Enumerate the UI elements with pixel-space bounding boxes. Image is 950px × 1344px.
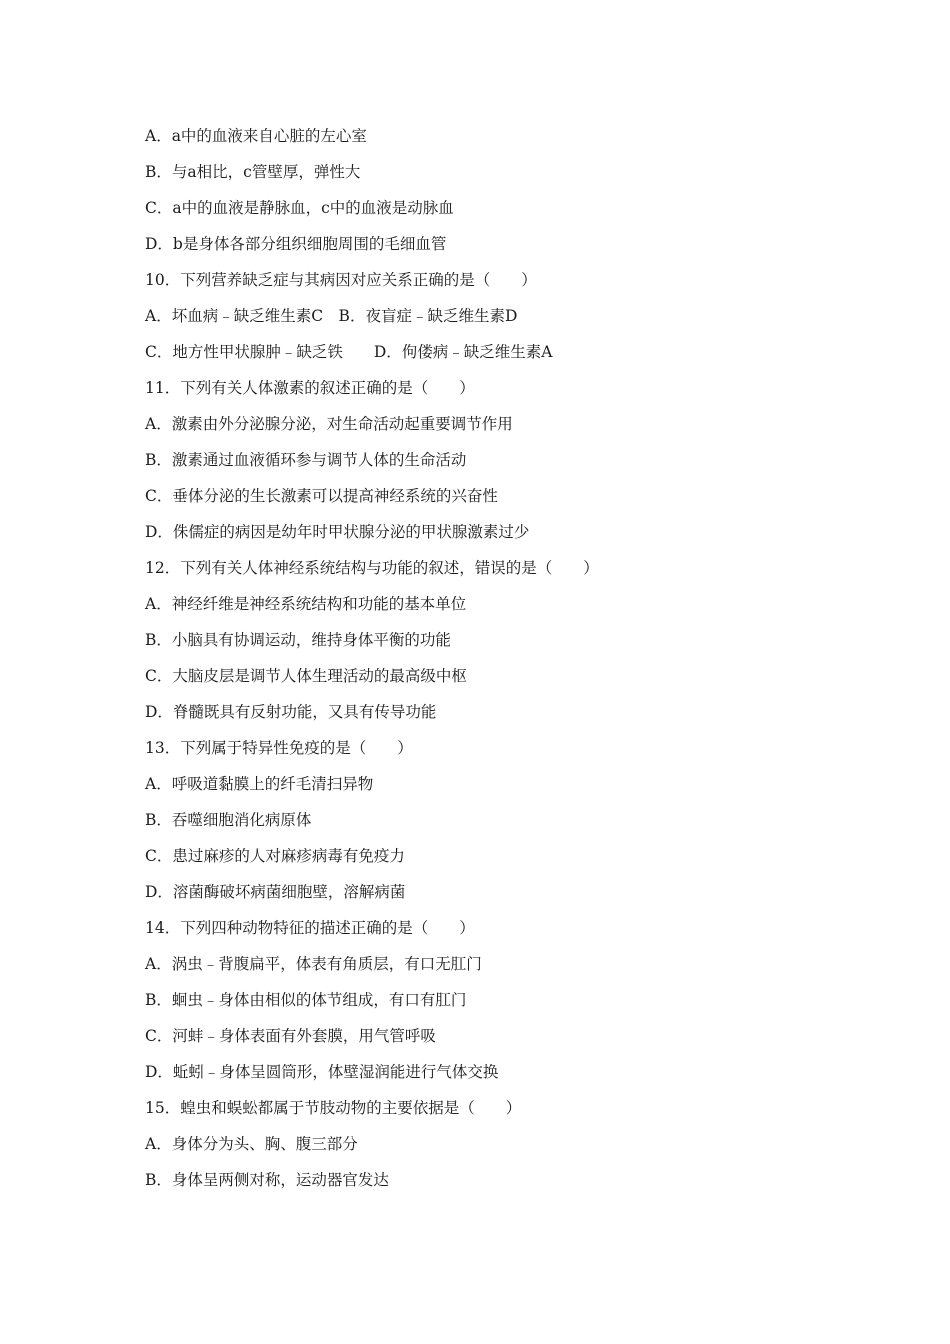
option-line: A．神经纤维是神经系统结构和功能的基本单位	[145, 595, 467, 613]
option-line: A．坏血病﹣缺乏维生素C B．夜盲症﹣缺乏维生素D	[145, 307, 518, 325]
option-line: D．蚯蚓﹣身体呈圆筒形，体壁湿润能进行气体交换	[145, 1063, 499, 1081]
option-line: A．涡虫﹣背腹扁平，体表有角质层，有口无肛门	[145, 955, 482, 973]
option-line: C．a中的血液是静脉血，c中的血液是动脉血	[145, 199, 454, 217]
option-line: C．地方性甲状腺肿﹣缺乏铁 D．佝偻病﹣缺乏维生素A	[145, 343, 553, 361]
question-text	[145, 124, 825, 1204]
question-15-stem: 15．蝗虫和蜈蚣都属于节肢动物的主要依据是（ ）	[145, 1099, 522, 1117]
option-line: B．吞噬细胞消化病原体	[145, 811, 312, 829]
option-line: C．垂体分泌的生长激素可以提高神经系统的兴奋性	[145, 487, 498, 505]
option-line: B．蛔虫﹣身体由相似的体节组成，有口有肛门	[145, 991, 467, 1009]
option-line: A．激素由外分泌腺分泌，对生命活动起重要调节作用	[145, 415, 513, 433]
option-line: B．小脑具有协调运动，维持身体平衡的功能	[145, 631, 451, 649]
option-line: C．河蚌﹣身体表面有外套膜，用气管呼吸	[145, 1027, 436, 1045]
option-line: D．溶菌酶破坏病菌细胞壁，溶解病菌	[145, 883, 406, 901]
option-line: C．患过麻疹的人对麻疹病毒有免疫力	[145, 847, 405, 865]
option-line: D．脊髓既具有反射功能，又具有传导功能	[145, 703, 437, 721]
option-line: C．大脑皮层是调节人体生理活动的最高级中枢	[145, 667, 467, 685]
option-line: A．a中的血液来自心脏的左心室	[145, 127, 367, 145]
option-line: A．身体分为头、胸、腹三部分	[145, 1135, 358, 1153]
option-line: B．激素通过血液循环参与调节人体的生命活动	[145, 451, 467, 469]
option-line: D．侏儒症的病因是幼年时甲状腺分泌的甲状腺激素过少	[145, 523, 530, 541]
question-14-stem: 14．下列四种动物特征的描述正确的是（ ）	[145, 919, 475, 937]
option-line: D．b是身体各部分组织细胞周围的毛细血管	[145, 235, 447, 253]
question-12-stem: 12．下列有关人体神经系统结构与功能的叙述，错误的是（ ）	[145, 559, 599, 577]
question-11-stem: 11．下列有关人体激素的叙述正确的是（ ）	[145, 379, 475, 397]
question-10-stem: 10．下列营养缺乏症与其病因对应关系正确的是（ ）	[145, 271, 537, 289]
option-line: B．与a相比，c管壁厚，弹性大	[145, 163, 361, 181]
option-line: A．呼吸道黏膜上的纤毛清扫异物	[145, 775, 374, 793]
option-line: B．身体呈两侧对称，运动器官发达	[145, 1171, 389, 1189]
question-13-stem: 13．下列属于特异性免疫的是（ ）	[145, 739, 413, 757]
